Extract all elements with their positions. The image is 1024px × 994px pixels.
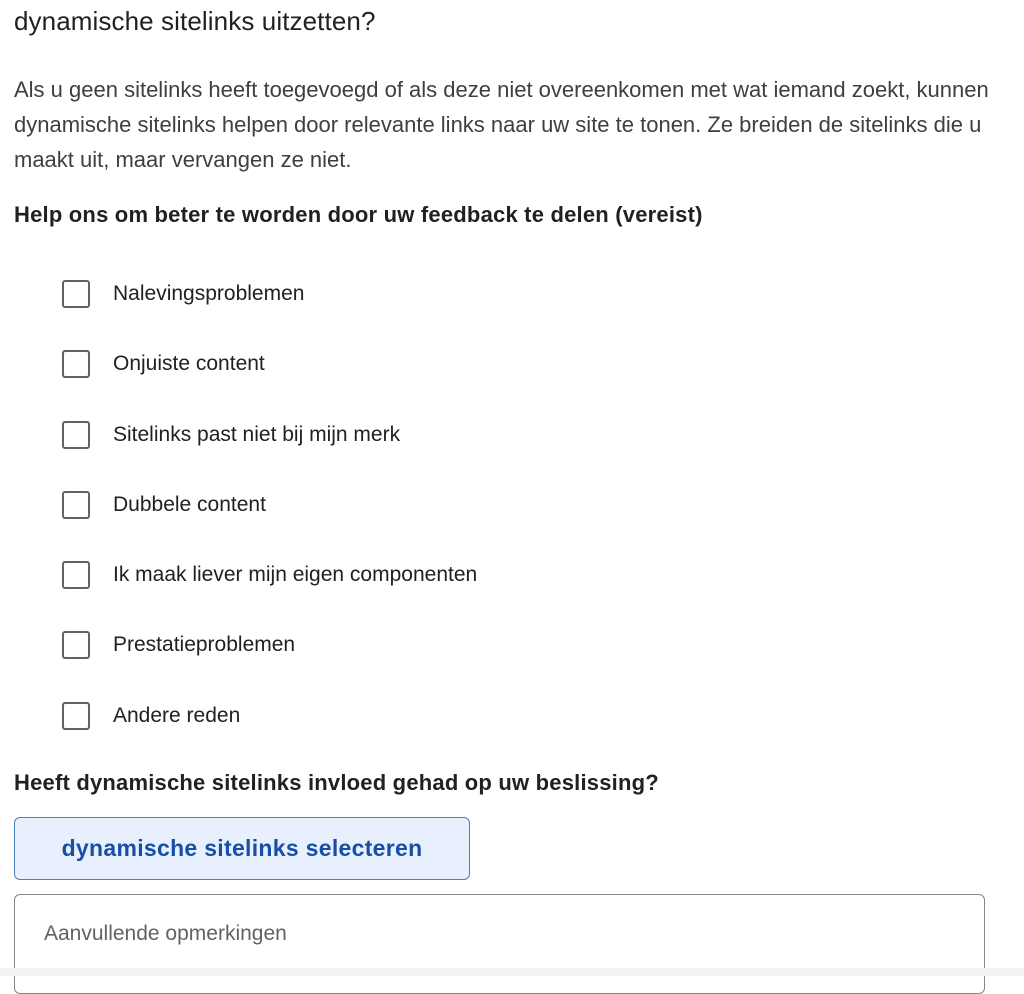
checkbox[interactable] (62, 561, 90, 589)
checkbox[interactable] (62, 280, 90, 308)
option-andere-reden[interactable] (62, 700, 477, 770)
option-label: Ik maak liever mijn eigen componenten (113, 563, 478, 587)
bottom-divider (0, 968, 1024, 976)
option-label: Sitelinks past niet bij mijn merk (113, 422, 401, 446)
option-dubbele-content[interactable] (62, 489, 477, 559)
option-label: Andere reden (113, 703, 241, 727)
feedback-options-list (62, 278, 477, 770)
checkbox[interactable] (62, 350, 90, 378)
checkbox[interactable] (62, 702, 90, 730)
option-label: Dubbele content (113, 492, 266, 516)
option-onjuiste-content[interactable] (62, 348, 477, 418)
option-label: Onjuiste content (113, 352, 265, 376)
influence-question: Heeft dynamische sitelinks invloed gehad op uw beslissing? (14, 770, 659, 795)
checkbox[interactable] (62, 421, 90, 449)
additional-remarks-field[interactable] (14, 894, 985, 994)
select-dynamic-sitelinks-button[interactable]: dynamische sitelinks selecteren (14, 817, 470, 880)
option-label: Nalevingsproblemen (113, 282, 305, 305)
checkbox[interactable] (62, 491, 90, 519)
checkbox[interactable] (62, 631, 90, 659)
dialog-title: dynamische sitelinks uitzetten? (14, 6, 376, 36)
feedback-question: Help ons om beter te worden door uw feedback te delen (vereist) (14, 202, 703, 227)
option-prestatieproblemen[interactable] (62, 629, 477, 699)
intro-description: Als u geen sitelinks heeft toegevoegd of als deze niet overeenkomen met wat iemand zoekt, kunnen dynamische sitelinks helpen door relevante links naar uw site te tonen. Ze breiden de sitelinks die u maakt uit, maar vervangen ze niet. (14, 77, 989, 172)
option-sitelinks-past-niet[interactable] (62, 419, 477, 489)
option-eigen-componenten[interactable] (62, 559, 477, 629)
option-nalevingsproblemen[interactable] (62, 278, 477, 348)
option-label: Prestatieproblemen (113, 633, 296, 657)
